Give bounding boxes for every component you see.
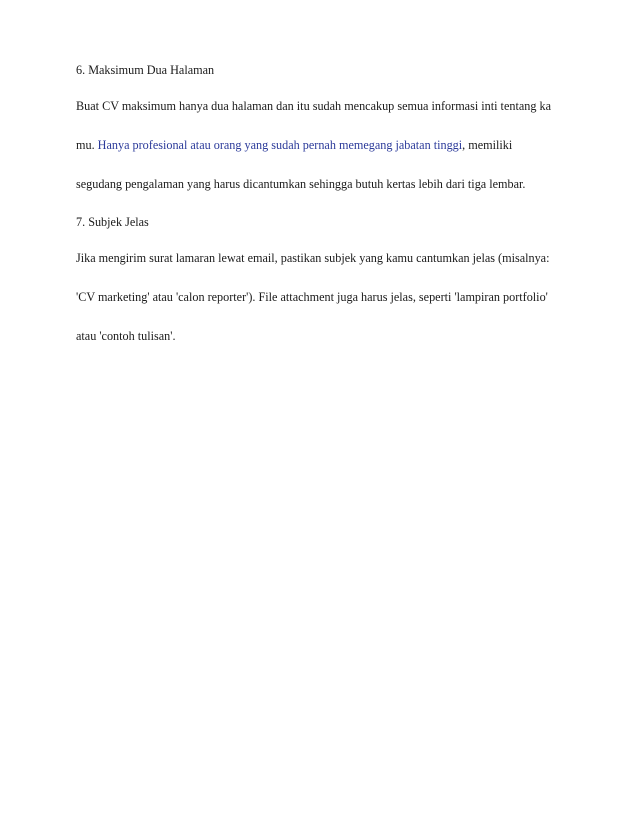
- section-6-paragraph-line-3: segudang pengalaman yang harus dicantumkan sehingga butuh kertas lebih dari tiga lembar.: [76, 177, 526, 191]
- section-6-line-2-suffix: , memiliki: [462, 138, 513, 152]
- section-6-paragraph-line-2: [76, 137, 512, 153]
- section-7-paragraph-line-1: Jika mengirim surat lamaran lewat email, pastikan subjek yang kamu cantumkan jelas (misalnya:: [76, 251, 550, 265]
- section-7-paragraph-line-3: atau 'contoh tulisan'.: [76, 329, 176, 343]
- section-7-paragraph-line-2: 'CV marketing' atau 'calon reporter'). File attachment juga harus jelas, seperti 'lampiran portfolio': [76, 290, 548, 304]
- section-7-heading: 7. Subjek Jelas: [76, 215, 149, 229]
- section-6-heading: 6. Maksimum Dua Halaman: [76, 63, 215, 77]
- section-6-paragraph-line-1: Buat CV maksimum hanya dua halaman dan itu sudah mencakup semua informasi inti tentang ka: [76, 99, 551, 113]
- section-6-line-2-prefix: mu.: [76, 138, 98, 152]
- section-6-highlight-link[interactable]: Hanya profesional atau orang yang sudah pernah memegang jabatan tinggi: [97, 138, 463, 152]
